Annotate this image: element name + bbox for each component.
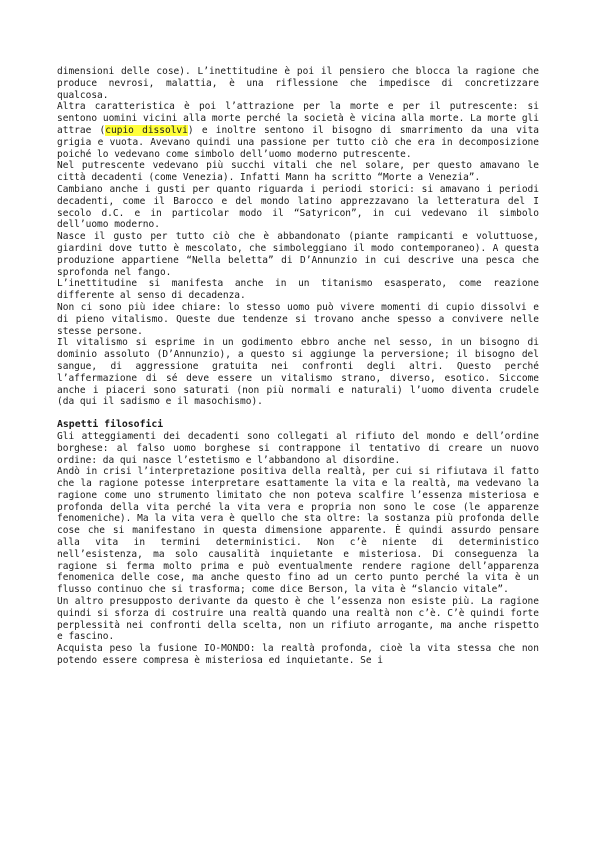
paragraph-1: dimensioni delle cose). L’inettitudine è poi il pensiero che blocca la ragione che produce nevrosi, malattia, è una riflessione che impedisce di concretizzare qualcosa. [57,66,539,101]
paragraph-12: Acquista peso la fusione IO-MONDO: la realtà profonda, cioè la vita stessa che non potendo essere compresa è misteriosa ed inquietante. Se i [57,643,539,667]
paragraph-2-after: ) e inoltre sentono il bisogno di smarrimento da una vita grigia e vuota. Avevano quindi una passione per tutto ciò che era in decomposizione poiché lo vedevano come simbolo dell’uomo moderno putrescente. [57,124,540,160]
highlighted-phrase: cupio dissolvi [105,124,188,136]
paragraph-7: Non ci sono più idee chiare: lo stesso uomo può vivere momenti di cupio dissolvi e di pieno vitalismo. Queste due tendenze si trovano anche spesso a convivere nelle stesse persone. [57,301,539,337]
paragraph-5: Nasce il gusto per tutto ciò che è abbandonato (piante rampicanti e voluttuose, giardini dove tutto è mescolato, che simboleggiano il modo contemporaneo). A questa produzione appartiene “Nella beletta” di D’Annunzio in cui descrive una pesca che sprofonda nel fango. [57,231,539,278]
paragraph-2-before: Altra caratteristica è poi l’attrazione per la morte e per il putrescente: si sentono uomini vicini alla morte perché la società è vicina alla morte. La morte gli attrae ( [57,101,539,136]
paragraph-6: L’inettitudine si manifesta anche in un titanismo esasperato, come reazione differente al senso di decadenza. [57,278,539,302]
paragraph-10: Andò in crisi l’interpretazione positiva della realtà, per cui si rifiutava il fatto che la ragione potesse interpretare esattamente la vita e la realtà, ma vedevano la ragione come uno strumento limitato che non poteva scalfire l’essenza misteriosa e profonda della vita perché la vita vera e propria non sono le cose (le apparenze fenomeniche). Ma la vita vera è quello che sta oltre: la sostanza più profonda delle cose che si manifestano in questa dimensione apparente. È quindi assurdo pensare alla vita in termini deterministici. Non c’è niente di deterministico nell’esistenza, ma solo causalità inquietante e misteriosa. Di conseguenza la ragione si ferma molto prima e può eventualmente rendere ragione dell’apparenza fenomenica delle cose, ma anche questo fino ad un certo punto perché la vita è un flusso continuo che si trasforma; come dice Berson, la vita è “slancio vitale”. [57,466,539,596]
paragraph-3: Nel putrescente vedevano più succhi vitali che nel solare, per questo amavano le città decadenti (come Venezia). Infatti Mann ha scritto “Morte a Venezia”. [57,160,539,184]
document-page [57,66,539,667]
paragraph-9: Gli atteggiamenti dei decadenti sono collegati al rifiuto del mondo e dell’ordine borghese: al falso uomo borghese si contrappone il tentativo di creare un nuovo ordine: da qui nasce l’estetismo e l’abbandono al disordine. [57,430,539,466]
section-heading: Aspetti filosofici [57,419,164,431]
paragraph-4: Cambiano anche i gusti per quanto riguarda i periodi storici: si amavano i periodi decadenti, come il Barocco e del mondo latino apprezzavano la letteratura del I secolo d.C. e in particolar modo il “Satyricon”, in cui vedevano il simbolo dell’uomo moderno. [57,183,539,231]
paragraph-11: Un altro presupposto derivante da questo è che l’essenza non esiste più. La ragione quindi si sforza di costruire una realtà quando una realtà non c’è. C’è quindi forte perplessità nei confronti della scelta, non un rifiuto arrogante, ma anche rispetto e fascino. [57,596,539,643]
paragraph-2 [57,101,539,160]
paragraph-8: Il vitalismo si esprime in un godimento ebbro anche nel sesso, in un bisogno di dominio assoluto (D’Annunzio), a questo si aggiunge la perversione; il bisogno del sangue, di aggressione gratuita nei confronti degli altri. Questo perché l’affermazione di sé deve essere un vitalismo strano, diverso, esotico. Siccome anche i piaceri sono saturati (non più normali e naturali) l’uomo diventa crudele (da qui il sadismo e il masochismo). [57,337,539,408]
